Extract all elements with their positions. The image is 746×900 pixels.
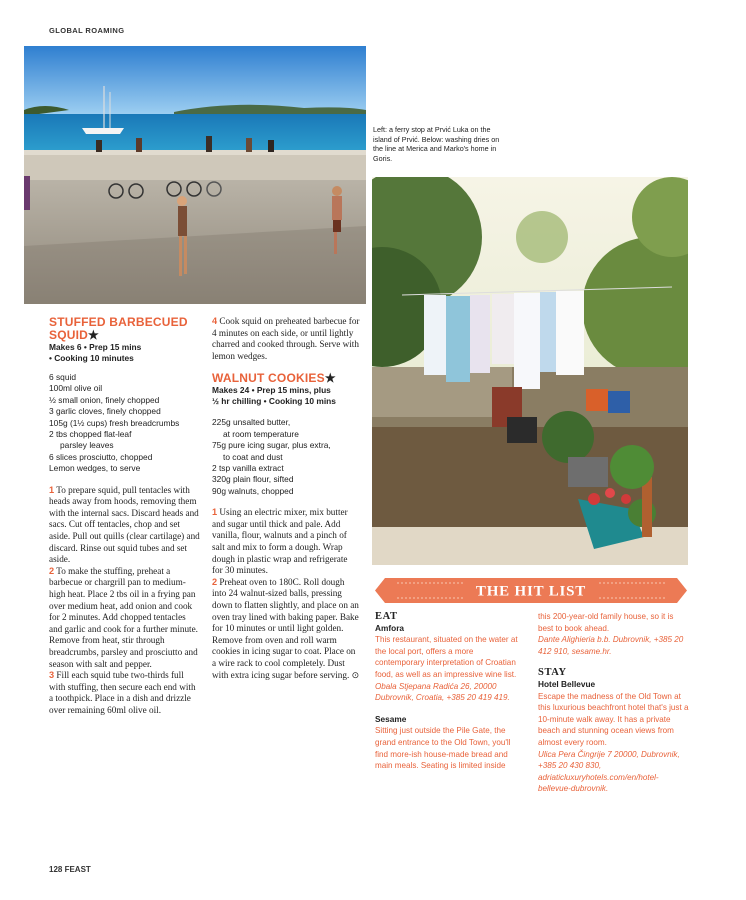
method-step [49,485,201,566]
step-text: To make the stuffing, preheat a barbecue or chargrill pan to medium-high heat. Place 2 tbs oil in a frying pan over medium heat, add onion and cook for 2 minutes. Add chopped tentacles and garlic and cook for a further minute. Remove from heat, stir through breadcrumbs, parsley and prosciutto and season with salt and pepper. [49,565,198,669]
washing-line-photo [372,177,688,565]
page-footer: 128 FEAST [49,865,91,874]
method-list-squid [49,485,201,717]
ingredient: 75g pure icing sugar, plus extra, [212,440,331,451]
star-icon: ★ [324,371,336,386]
venue-desc-sesame: Sitting just outside the Pile Gate, the grand entrance to the Old Town, you'll find more-ish house-made bread and main meals. Seating is limited inside [375,726,511,771]
ingredient: Lemon wedges, to serve [49,463,141,474]
method-step [212,577,360,682]
step-number: 2 [212,576,218,587]
method-list-squid-continued [212,316,360,362]
ingredient: 3 garlic cloves, finely chopped [49,406,161,417]
ingredient: 320g plain flour, sifted [212,474,294,485]
ingredient: parsley leaves [60,440,114,451]
venue-address-amfora: Obala Stjepana Radića 26, 20000 Dubrovnik, Croatia, +385 20 419 419. [375,681,510,703]
end-mark-icon: ⊙ [351,670,360,681]
ferry-stop-photo [24,46,366,304]
venue-name-amfora: Amfora [375,622,405,633]
step-number: 3 [49,670,55,681]
photo-caption: Left: a ferry stop at Prvić Luka on the island of Prvić. Below: washing dries on the line at Merica and Marko's home in Goris. [373,125,500,163]
step-text: Using an electric mixer, mix butter and sugar until thick and pale. Add vanilla, flour, walnuts and a pinch of salt and mix to form a dough. Wrap dough in plastic wrap and refrigerate for 30 minutes. [212,507,348,576]
ingredient: at room temperature [223,428,299,439]
eat-heading: EAT [375,611,398,622]
venue-address-bellevue: Ulica Pera Čingrije 7 20000, Dubrovnik, +385 20 430 830, adriaticluxuryhotels.com/en/hotel-bellevue-dubrovnik. [538,749,680,794]
venue-address-sesame: Dante Alighieria b.b. Dubrovnik, +385 20 412 910, sesame.hr. [538,635,684,656]
venue-desc-bellevue: Escape the madness of the Old Town at this luxurious beachfront hotel that's just a 10-minute walk away. It has a private beach and stunning ocean views from almost every room. [538,691,689,747]
ingredient: 2 tbs chopped flat-leaf [49,429,132,440]
ingredient: ½ small onion, finely chopped [49,394,160,405]
ingredient: 2 tsp vanilla extract [212,463,284,473]
section-label: GLOBAL ROAMING [49,26,125,35]
ingredient: 6 squid [49,372,77,382]
step-number: 4 [212,316,218,326]
method-step [49,566,201,670]
venue-name-bellevue: Hotel Bellevue [538,678,596,689]
step-number: 2 [49,565,55,576]
step-number: 1 [212,507,218,518]
hit-list-column-1 [375,611,525,772]
hit-list-banner [375,578,687,603]
step-text: Cook squid on preheated barbecue for 4 minutes on each side, or until lightly charred and cooked through. Serve with lemon wedges. [212,316,360,361]
step-text: To prepare squid, pull tentacles with heads away from hoods, removing them with the internal sacs. Discard heads and sacs. Cut off tentacles, chop and set aside. Pull out quills (clear cartilage) and discard. Rinse out squid tubes and set aside. [49,484,200,565]
washing-line-illustration [372,177,688,565]
step-text: Fill each squid tube two-thirds full with stuffing, then secure each end with a toothpick. Place in a dish and drizzle over remaining 60ml olive oil. [49,670,196,715]
venue-desc-sesame-continued: this 200-year-old family house, so it is best to book ahead. [538,612,674,633]
banner-shape [375,578,687,603]
venue-name-sesame: Sesame [375,713,407,724]
recipe-title-text: WALNUT COOKIES [212,371,325,386]
recipe-meta-line-2: • Cooking 10 minutes [49,353,134,363]
ingredient: 225g unsalted butter, [212,417,291,428]
star-icon: ★ [88,328,99,342]
ingredient: to coat and dust [223,451,283,462]
method-step [212,316,360,362]
hit-list-column-2 [538,611,690,795]
recipe-column-2 [212,316,360,682]
stay-heading: STAY [538,667,567,679]
ferry-stop-illustration [24,46,366,304]
recipe-meta-line-1: Makes 6 • Prep 15 mins [49,342,142,352]
ingredient-list-cookies [212,417,360,497]
recipe-meta-line-1: Makes 24 • Prep 15 mins, plus [212,385,331,396]
step-number: 1 [49,484,55,495]
recipe-title-text: STUFFED BARBECUED SQUID [49,315,188,342]
method-list-cookies [212,507,360,682]
hit-list-title: THE HIT LIST [475,583,587,600]
ingredient-list-squid [49,372,201,475]
recipe-column-1 [49,316,201,717]
recipe-title-cookies [212,372,360,385]
ingredient: 100ml olive oil [49,383,103,394]
recipe-meta-line-2: ½ hr chilling • Cooking 10 mins [212,396,336,407]
recipe-title-squid [49,316,201,342]
ingredient: 6 slices prosciutto, chopped [49,451,153,462]
step-text: Preheat oven to 180C. Roll dough into 24 walnut-sized balls, pressing down to flatten slightly, and place on an oven tray lined with baking paper. Bake for 10 minutes or until light golden. Remove from oven and roll warm cookies in icing sugar to coat. Place on a wire rack to cool completely. Dust with extra icing sugar before serving. [212,576,359,680]
ingredient: 105g (1½ cups) fresh breadcrumbs [49,417,180,428]
method-step [212,507,360,577]
ingredient: 90g walnuts, chopped [212,485,294,496]
venue-desc-amfora: This restaurant, situated on the water at the local port, offers a more contemporary interpretation of Croatian food, as well as an impressive wine list. [375,635,518,679]
method-step [49,670,201,716]
